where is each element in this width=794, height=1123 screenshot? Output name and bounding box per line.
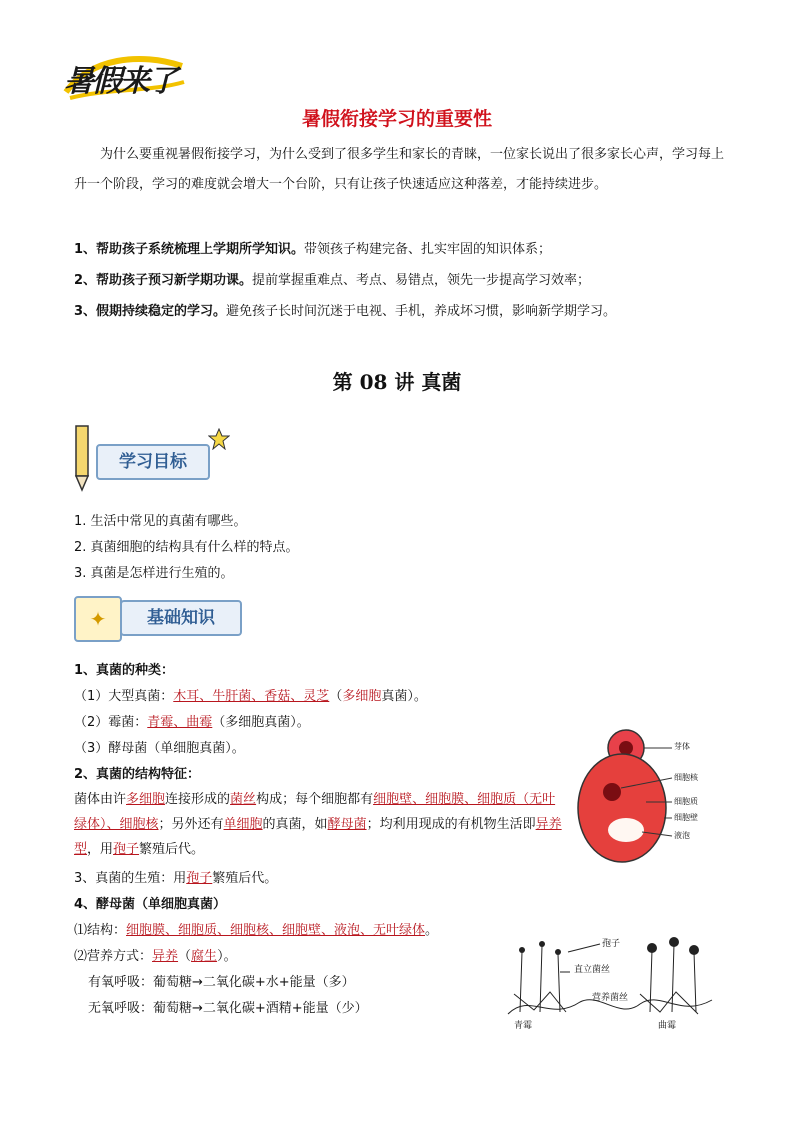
- s1-l1-post: 真菌）。: [381, 689, 427, 704]
- intro-title: 暑假衔接学习的重要性: [301, 108, 492, 130]
- s2-a: 菌体由许: [74, 792, 127, 807]
- s4-struct-post: 。: [425, 923, 439, 938]
- goals-badge-area: [68, 424, 238, 494]
- s4-structure: [74, 919, 438, 938]
- s2-j: 的真菌，如: [262, 817, 328, 832]
- s4-nutr-mid: （: [178, 949, 192, 964]
- s1-heading: 1、真菌的种类：: [74, 663, 175, 678]
- s4-aerobic: 有氧呼吸：葡萄糖→二氧化碳+水+能量（多）: [88, 975, 355, 990]
- s2-q: 繁殖后代。: [139, 842, 205, 857]
- intro-point-1: [74, 238, 551, 257]
- yeast-label-bud: 芽体: [674, 742, 690, 751]
- s4-struct-pre: ⑴结构：: [74, 923, 127, 938]
- s2-k: 酵母菌: [327, 817, 367, 832]
- s4-nutr-red2: 腐生: [191, 949, 218, 964]
- star-icon: [208, 428, 230, 450]
- point-lead: 1、帮助孩子系统梳理上学期所学知识。: [74, 242, 305, 257]
- yeast-label-vacuole: 液泡: [674, 831, 690, 840]
- s2-l: ；均利用现成的有机: [366, 817, 484, 832]
- intro-paragraph: 为什么要重视暑假衔接学习，为什么受到了很多学生和家长的青睐，一位家长说出了很多家长心声，学习每上升一个阶段，学习的难度就会增大一个台阶，只有让孩子快速适应这种落差，才能持续进步。: [74, 147, 725, 192]
- s4-nutr-post: ）。: [217, 949, 237, 964]
- yeast-cell-icon: [576, 726, 724, 866]
- point-rest: 带领孩子构建完备、扎实牢固的知识体系；: [304, 242, 552, 257]
- mold-label-nutrient: 营养菌丝: [592, 993, 629, 1003]
- mold-label-left: 青霉: [514, 1021, 533, 1031]
- s2-e: 构成；每个细胞都有: [256, 792, 374, 807]
- mold-label-spore: 孢子: [602, 939, 621, 949]
- basics-badge: 基础知识: [120, 600, 242, 636]
- s4-nutr-red: 异养: [152, 949, 179, 964]
- pencil-icon: [68, 424, 98, 494]
- s2-p: 孢子: [113, 842, 140, 857]
- s2-h: ；另外还有: [158, 817, 224, 832]
- s2-i: 单细胞: [223, 817, 263, 832]
- point-rest: 提前掌握重难点、考点、易错点，领先一步提高学习效率；: [252, 273, 591, 288]
- intro-point-2: [74, 269, 590, 288]
- mold-label-upright: 直立菌丝: [574, 965, 611, 975]
- s4-nutrition: [74, 945, 237, 964]
- goal-item: 3. 真菌是怎样进行生殖的。: [74, 566, 234, 581]
- s3-red: 孢子: [186, 871, 213, 886]
- s1-l1-pre: （1）大型真菌：: [74, 689, 174, 704]
- goal-item: 1. 生活中常见的真菌有哪些。: [74, 514, 247, 529]
- goal-item: 2. 真菌细胞的结构具有什么样的特点。: [74, 540, 299, 555]
- s1-l2-post: （多细胞真菌）。: [212, 715, 310, 730]
- book-icon: ✦: [74, 596, 122, 642]
- s1-l1-red2: 多细胞: [342, 689, 382, 704]
- summer-logo: [60, 48, 190, 104]
- s3-line: [74, 867, 277, 886]
- logo-text: 暑假来了: [64, 64, 176, 99]
- mold-diagram: [500, 932, 720, 1032]
- mold-label-right: 曲霉: [658, 1021, 677, 1031]
- s2-g: （无叶绿体）、细胞核: [74, 792, 556, 832]
- s4-heading: 4、酵母菌（单细胞真菌）: [74, 897, 227, 912]
- point-rest: 避免孩子长时间沉迷于电视、手机，养成坏习惯，影响新学期学习。: [226, 304, 617, 319]
- s2-heading: 2、真菌的结构特征：: [74, 767, 201, 782]
- s2-m: 物生活即: [483, 817, 536, 832]
- yeast-label-wall: 细胞壁: [674, 813, 698, 822]
- s2-f: 细胞壁、细胞膜、细胞质: [373, 792, 517, 807]
- s2-paragraph: [74, 787, 566, 862]
- point-lead: 3、假期持续稳定的学习。: [74, 304, 227, 319]
- s2-o: ，用: [87, 842, 114, 857]
- s2-b: 多细胞: [126, 792, 166, 807]
- yeast-diagram: [576, 726, 724, 866]
- s2-n: 异养型: [74, 817, 562, 857]
- s1-l2-pre: （2）霉菌：: [74, 715, 148, 730]
- s3-post: 繁殖后代。: [212, 871, 278, 886]
- s1-l1-mid: （: [329, 689, 343, 704]
- goals-badge: 学习目标: [96, 444, 210, 480]
- lecture-title: 第 08 讲 真菌: [332, 370, 462, 394]
- intro-point-3: [74, 300, 616, 319]
- yeast-label-nucleus: 细胞核: [674, 773, 698, 782]
- basics-badge-area: [74, 596, 244, 642]
- s1-l1-red: 木耳、牛肝菌、香菇、灵芝: [173, 689, 330, 704]
- s3-pre: 3、真菌的生殖：用: [74, 871, 187, 886]
- point-lead: 2、帮助孩子预习新学期功课。: [74, 273, 253, 288]
- s1-mold: [74, 711, 310, 730]
- s2-c: 连接形成的: [165, 792, 231, 807]
- s1-l2-red: 青霉、曲霉: [147, 715, 213, 730]
- s1-large-fungi: [74, 685, 427, 704]
- s4-nutr-pre: ⑵营养方式：: [74, 949, 153, 964]
- s4-struct-red: 细胞膜、细胞质、细胞核、细胞壁、液泡、无叶绿体: [126, 923, 426, 938]
- s4-anaerobic: 无氧呼吸：葡萄糖→二氧化碳+酒精+能量（少）: [88, 1001, 368, 1016]
- s1-yeast: （3）酵母菌（单细胞真菌）。: [74, 741, 245, 756]
- yeast-label-cytoplasm: 细胞质: [674, 797, 698, 806]
- s2-d: 菌丝: [230, 792, 257, 807]
